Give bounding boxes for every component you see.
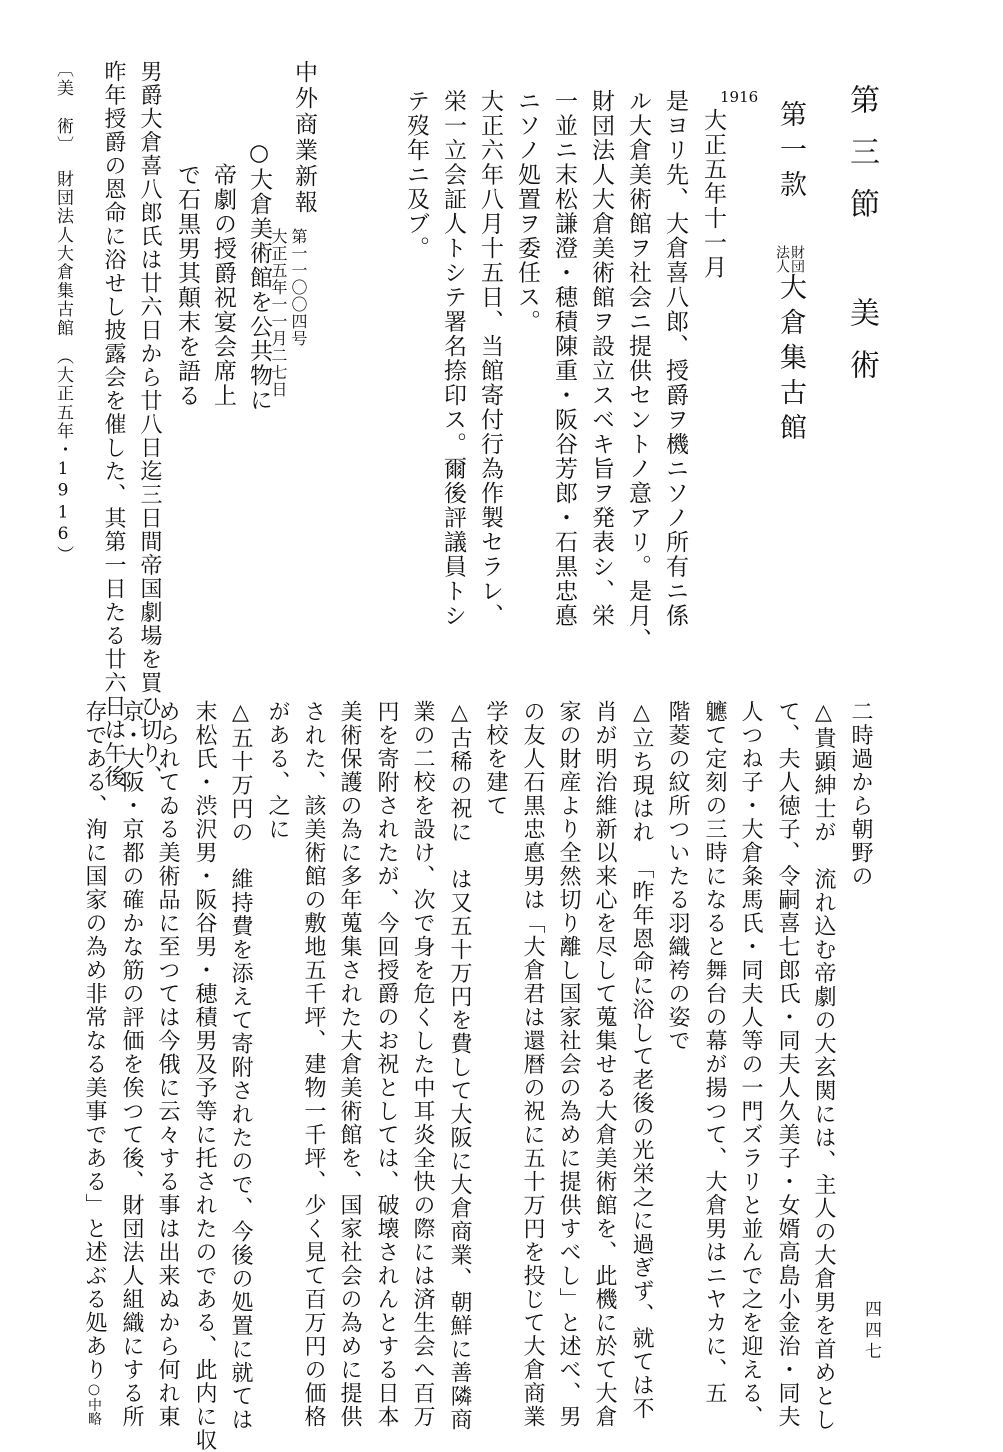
year-western: 1916 xyxy=(720,88,759,106)
headline-2: 帝劇の授爵祝宴会席上 xyxy=(210,163,236,408)
record-line-3: 財団法人大倉美術館ヲ設立スベキ旨ヲ発表シ、栄 xyxy=(588,89,614,628)
article-lower-line-13: 業の二校を設け、次で身を危くした中耳炎全快の際には済生会へ百万 xyxy=(410,700,435,1429)
page-number: 四四七 xyxy=(861,1300,881,1363)
article-lower-line-22 xyxy=(83,700,105,1426)
record-line-6: 大正六年八月十五日、当館寄付行為作製セラレ、 xyxy=(477,89,503,628)
article-lower-line-21: 京・大阪・京都の確かな筋の評価を俟つて後、財団法人組織にする所 xyxy=(119,700,144,1429)
article-lower-line-2: △貴顕紳士が 流れ込む帝劇の大玄関には、主人の大倉男を首めとし xyxy=(811,700,836,1432)
source-issue: 第一一〇〇四号 xyxy=(289,228,308,347)
headline-1: ○大倉美術館を公共物に xyxy=(246,140,272,413)
footer-title: 財団法人大倉集古館 （大正五年・1916） xyxy=(53,170,73,565)
article-lower-line-5: 軈て定刻の三時になると舞台の幕が揚つて、大倉男はニヤカに、五 xyxy=(702,700,727,1405)
article-lower-line-12: △古稀の祝に は又五十万円を費して大阪に大倉商業、朝鮮に善隣商 xyxy=(447,700,472,1432)
article-upper-line-2: 昨年授爵の恩命に浴せし披露会を催した、其第一日たる廿六日は午後 xyxy=(101,60,126,789)
article-lower-line-18: △五十万円の 維持費を添えて寄附されたので、今後の処置に就ては xyxy=(228,700,253,1432)
article-lower-line-7: △立ち現はれ 「昨年恩命に浴して老後の光栄之に過ぎず、就ては不 xyxy=(629,700,654,1421)
abbrev-mark: ○中略 xyxy=(86,1381,102,1426)
article-lower-line-4: 人つね子・大倉粂馬氏・同夫人等の一門ズラリと並んで之を迎える、 xyxy=(738,700,763,1429)
record-line-2: ル大倉美術館ヲ社会ニ提供セントノ意アリ。是月、 xyxy=(625,89,651,653)
article-lower-line-11: 学校を建て xyxy=(483,700,508,818)
record-line-4: 一並ニ末松謙澄・穂積陳重・阪谷芳郎・石黒忠悳 xyxy=(551,89,577,628)
date-line: 大正五年十一月 xyxy=(700,108,726,280)
article-prefix: 第一款 xyxy=(775,100,806,205)
article-lower-line-1: 二時過から朝野の xyxy=(848,700,873,888)
article-note: 財団法人 xyxy=(774,245,805,273)
article-lower-line-20: められてゐる美術品に至つては今俄に云々する事は出来ぬから何れ東 xyxy=(155,700,180,1429)
article-name: 大倉集古館 xyxy=(775,273,806,448)
article-lower-line-8: 肖が明治維新以来心を尽して蒐集せる大倉美術館を、此機に於て大倉 xyxy=(592,700,617,1429)
source-date: 大正五年一一月二七日 xyxy=(269,228,288,398)
article-upper-line-1: 男爵大倉喜八郎氏は廿六日から廿八日迄三日間帝国劇場を買ひ切り、 xyxy=(137,60,162,789)
article-lower-line-6: 階菱の紋所ついたる羽織袴の姿で xyxy=(665,700,690,1053)
article-lower-line-17: がある、之に xyxy=(265,700,290,841)
footer-category: 〔美 術〕 xyxy=(53,60,73,155)
record-line-5: ニソノ処置ヲ委任ス。 xyxy=(514,89,540,334)
record-line-8: テ歿年ニ及ブ。 xyxy=(403,89,429,261)
article-lower-line-19: 末松氏・渋沢男・阪谷男・穂積男及予等に托されたのである、此内に収 xyxy=(192,700,217,1452)
article-lower-line-9: 家の財産より全然切り離し国家社会の為めに提供すべし」と述べ、男 xyxy=(556,700,581,1429)
record-line-7: 栄一立会証人トシテ署名捺印ス。爾後評議員トシ xyxy=(440,89,466,628)
article-lower-line-3: て、夫人徳子、令嗣喜七郎氏・同夫人久美子・女婿高島小金治・同夫 xyxy=(775,700,800,1429)
section-heading: 第三節 美術 xyxy=(844,84,879,401)
article-lower-line-22-text: 存である、洵に国家の為め非常なる美事である」と述ぶる処あり xyxy=(82,700,107,1382)
article-lower-line-16: された、該美術館の敷地五千坪、建物一千坪、少く見て百万円の価格 xyxy=(301,700,326,1429)
article-lower-line-14: 円を寄附されたが、今回授爵のお祝としては、破壊されんとする日本 xyxy=(374,700,399,1429)
headline-3: で石黒男其顛末を語る xyxy=(174,163,200,408)
article-lower-line-15: 美術保護の為に多年蒐集された大倉美術館を、国家社会の為めに提供 xyxy=(337,700,362,1429)
source-name: 中外商業新報 xyxy=(291,60,317,216)
record-line-1: 是ヨリ先、大倉喜八郎、授爵ヲ機ニソノ所有ニ係 xyxy=(662,89,688,628)
article-lower-line-10: の友人石黒忠悳男は「大倉君は還暦の祝に五十万円を投じて大倉商業 xyxy=(520,700,545,1429)
article-heading xyxy=(774,100,804,448)
